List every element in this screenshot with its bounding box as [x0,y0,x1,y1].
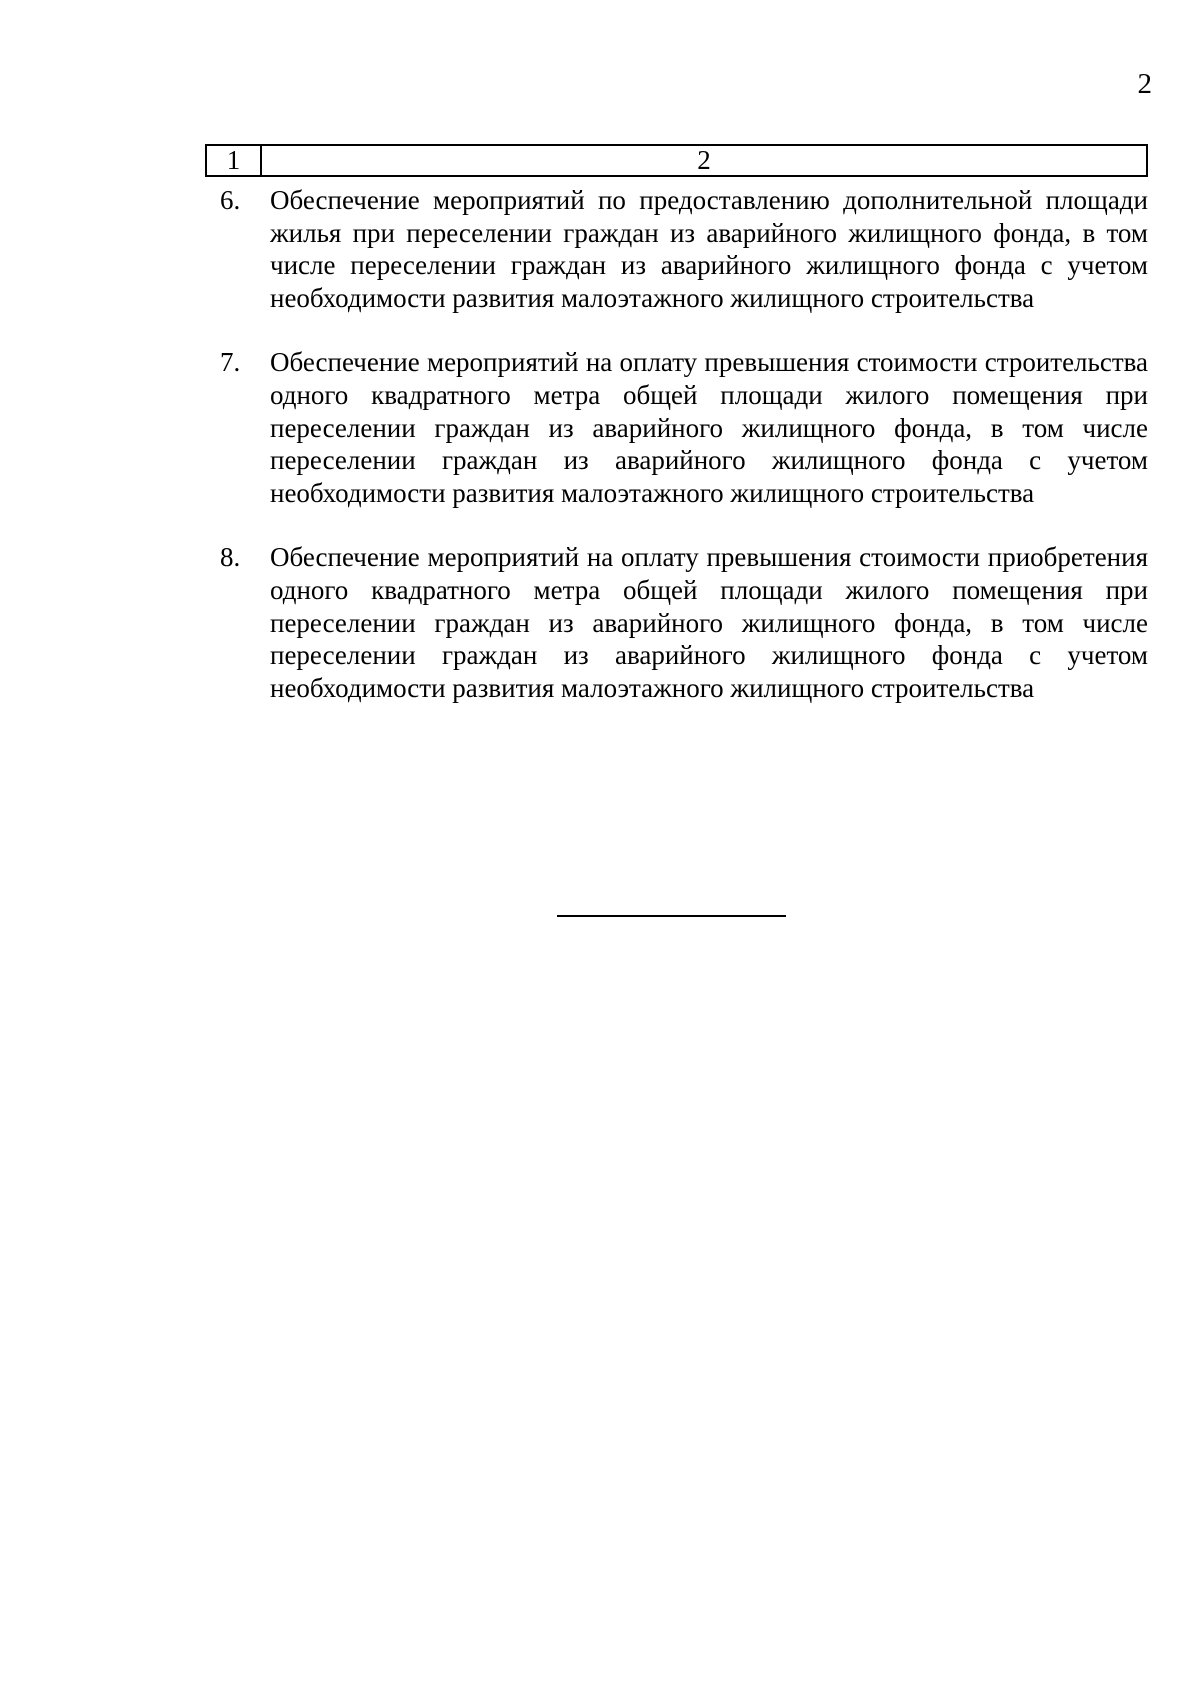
page-number: 2 [1137,68,1152,100]
list-item [210,184,1148,314]
table-column-header [205,144,1148,177]
item-text: Обеспечение мероприятий на оплату превышения стоимости приобретения одного квадратного метра общей площади жилого помещения при переселении граждан из аварийного жилищного фонда, в том числе переселении граждан из аварийного жилищного фонда с учетом необходимости развития малоэтажного жилищного строительства [270,542,1148,703]
column-number-2: 2 [697,145,711,175]
item-number: 8. [220,542,241,573]
item-list [210,184,1148,736]
end-divider-line [557,915,786,917]
item-number: 7. [220,347,241,378]
item-number: 6. [220,185,241,215]
list-item [210,346,1148,509]
item-text: Обеспечение мероприятий по предоставлению дополнительной площади жилья при переселении граждан из аварийного жилищного фонда, в том числе переселении граждан из аварийного жилищного фонда с учетом необходимости развития малоэтажного жилищного строительства [270,185,1148,313]
column-number-1: 1 [207,146,262,175]
item-text: Обеспечение мероприятий на оплату превышения стоимости строительства одного квадратного метра общей площади жилого помещения при переселении граждан из аварийного жилищного фонда, в том числе переселении граждан из аварийного жилищного фонда с учетом необходимости развития малоэтажного жилищного строительства [270,347,1148,508]
list-item [210,541,1148,704]
